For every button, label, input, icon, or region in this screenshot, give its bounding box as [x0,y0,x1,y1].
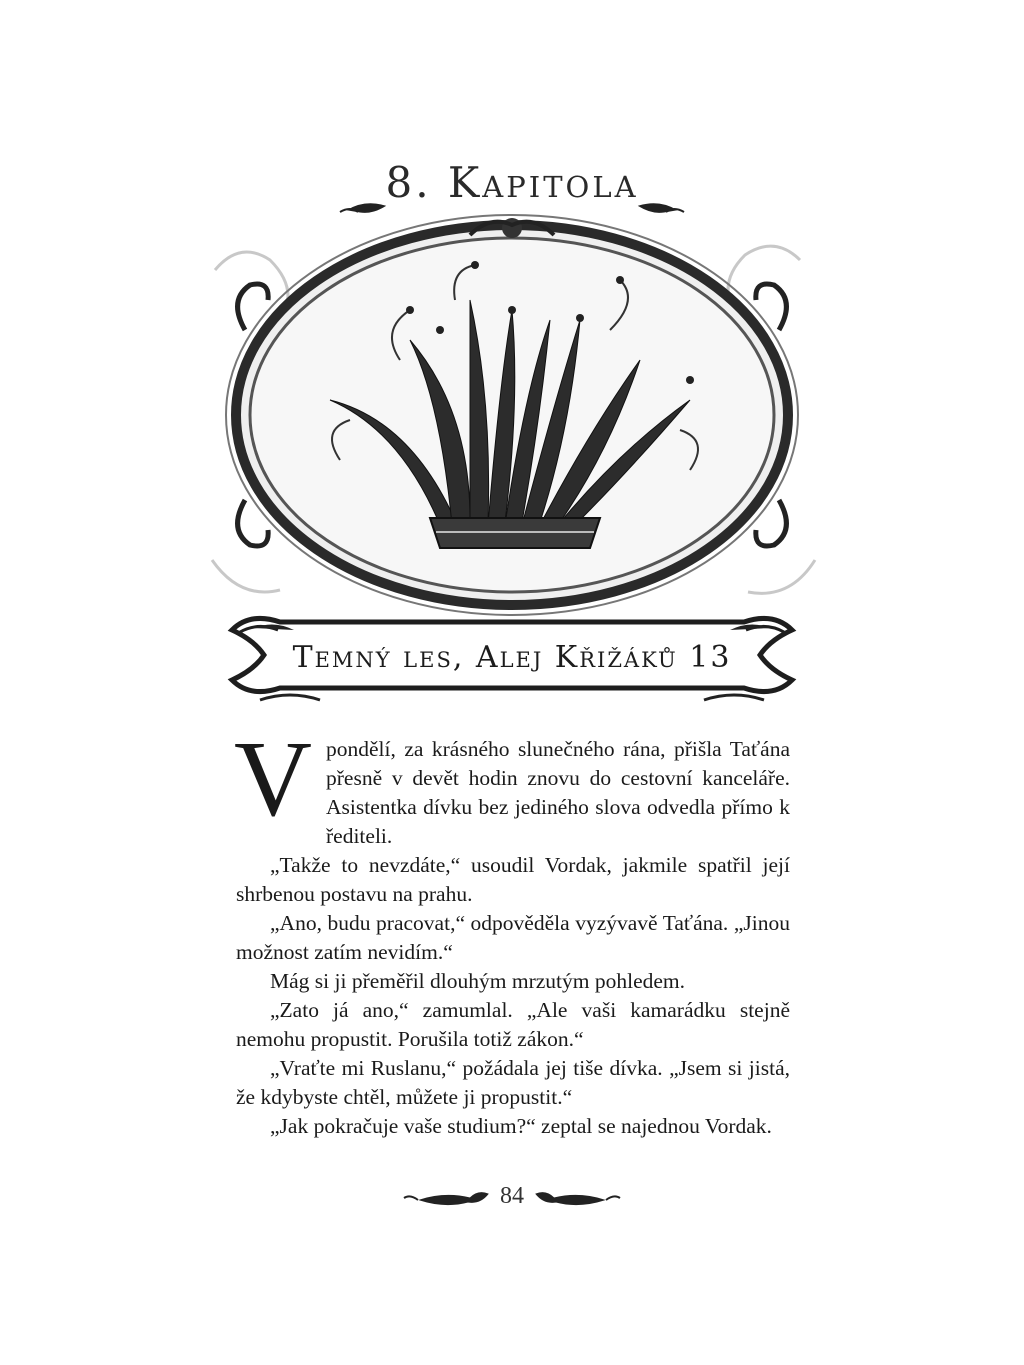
paragraph: „Jak pokračuje vaše studium?“ zeptal se najednou Vordak. [270,1114,772,1138]
paragraph: „Takže to nevzdáte,“ usoudil Vordak, jakmile spatřil její shrbenou postavu na prahu. [236,853,790,906]
paragraph [234,720,790,851]
chapter-title: 8. Kapitola [385,158,639,207]
paragraph: „Ano, budu pracovat,“ odpověděla vyzývavě Taťána. „Jinou možnost zatím nevidím.“ [236,911,790,964]
chapter-body [234,720,790,1141]
paragraph: „Vraťte mi Ruslanu,“ požádala jej tiše dívka. „Jsem si jistá, že kdybyste chtěl, můžete ji propustit.“ [236,1056,790,1109]
paragraph: Mág si ji přeměřil dlouhým mrzutým pohledem. [270,969,685,993]
chapter-subtitle: Temný les, Alej Křižáků 13 [292,640,732,675]
page-number: 84 [500,1183,524,1209]
drop-cap: V [234,720,312,839]
paragraph-text: pondělí, za krásného slunečného rána, přišla Taťána přesně v devět hodin znovu do cestovní kanceláře. Asistentka dívku bez jediného slova odvedla přímo k řediteli. [326,737,790,848]
paragraph: „Zato já ano,“ zamumlal. „Ale vaši kamarádku stejně nemohu propustit. Porušila totiž zákon.“ [236,998,790,1051]
